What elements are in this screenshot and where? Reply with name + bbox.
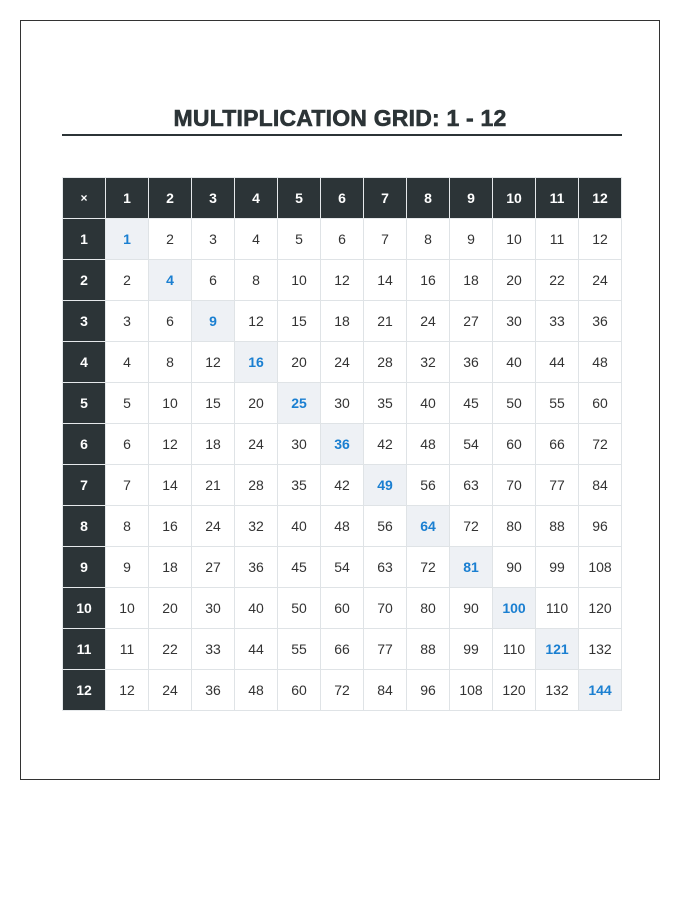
square-cell: 9 [192, 301, 235, 342]
product-cell: 72 [450, 506, 493, 547]
product-cell: 33 [536, 301, 579, 342]
product-cell: 48 [579, 342, 622, 383]
product-cell: 22 [536, 260, 579, 301]
product-cell: 20 [149, 588, 192, 629]
product-cell: 28 [235, 465, 278, 506]
table-row [63, 260, 622, 301]
product-cell: 12 [579, 219, 622, 260]
product-cell: 54 [450, 424, 493, 465]
table-row [63, 424, 622, 465]
product-cell: 30 [321, 383, 364, 424]
row-header: 12 [63, 670, 106, 711]
row-header: 4 [63, 342, 106, 383]
product-cell: 18 [321, 301, 364, 342]
product-cell: 7 [106, 465, 149, 506]
product-cell: 50 [493, 383, 536, 424]
square-cell: 144 [579, 670, 622, 711]
product-cell: 66 [536, 424, 579, 465]
product-cell: 5 [278, 219, 321, 260]
product-cell: 120 [493, 670, 536, 711]
product-cell: 45 [278, 547, 321, 588]
column-header: 1 [106, 178, 149, 219]
product-cell: 4 [235, 219, 278, 260]
product-cell: 24 [579, 260, 622, 301]
product-cell: 9 [106, 547, 149, 588]
column-header: 12 [579, 178, 622, 219]
product-cell: 28 [364, 342, 407, 383]
product-cell: 60 [579, 383, 622, 424]
product-cell: 6 [192, 260, 235, 301]
product-cell: 108 [579, 547, 622, 588]
product-cell: 84 [364, 670, 407, 711]
product-cell: 27 [192, 547, 235, 588]
product-cell: 2 [149, 219, 192, 260]
title-divider [62, 134, 622, 136]
product-cell: 6 [321, 219, 364, 260]
product-cell: 12 [192, 342, 235, 383]
square-cell: 49 [364, 465, 407, 506]
row-header: 3 [63, 301, 106, 342]
product-cell: 32 [407, 342, 450, 383]
product-cell: 88 [407, 629, 450, 670]
product-cell: 24 [192, 506, 235, 547]
table-row [63, 588, 622, 629]
column-header: 8 [407, 178, 450, 219]
product-cell: 8 [106, 506, 149, 547]
product-cell: 54 [321, 547, 364, 588]
row-header: 11 [63, 629, 106, 670]
column-header: 6 [321, 178, 364, 219]
product-cell: 96 [407, 670, 450, 711]
product-cell: 45 [450, 383, 493, 424]
product-cell: 18 [149, 547, 192, 588]
square-cell: 121 [536, 629, 579, 670]
product-cell: 72 [407, 547, 450, 588]
page-frame [20, 20, 660, 780]
product-cell: 55 [278, 629, 321, 670]
product-cell: 84 [579, 465, 622, 506]
column-header: 5 [278, 178, 321, 219]
product-cell: 15 [278, 301, 321, 342]
product-cell: 56 [407, 465, 450, 506]
column-header: 4 [235, 178, 278, 219]
table-row [63, 219, 622, 260]
product-cell: 99 [450, 629, 493, 670]
product-cell: 30 [278, 424, 321, 465]
product-cell: 77 [536, 465, 579, 506]
product-cell: 36 [579, 301, 622, 342]
row-header: 7 [63, 465, 106, 506]
product-cell: 12 [321, 260, 364, 301]
product-cell: 44 [536, 342, 579, 383]
product-cell: 9 [450, 219, 493, 260]
page-title: MULTIPLICATION GRID: 1 - 12 [173, 105, 507, 131]
square-cell: 36 [321, 424, 364, 465]
product-cell: 18 [192, 424, 235, 465]
table-row [63, 383, 622, 424]
product-cell: 44 [235, 629, 278, 670]
product-cell: 56 [364, 506, 407, 547]
column-header: 3 [192, 178, 235, 219]
product-cell: 24 [149, 670, 192, 711]
table-row [63, 465, 622, 506]
product-cell: 40 [278, 506, 321, 547]
product-cell: 12 [106, 670, 149, 711]
table-row [63, 547, 622, 588]
product-cell: 7 [364, 219, 407, 260]
product-cell: 63 [364, 547, 407, 588]
product-cell: 60 [321, 588, 364, 629]
product-cell: 36 [235, 547, 278, 588]
product-cell: 12 [149, 424, 192, 465]
product-cell: 35 [364, 383, 407, 424]
product-cell: 16 [149, 506, 192, 547]
product-cell: 99 [536, 547, 579, 588]
product-cell: 8 [235, 260, 278, 301]
product-cell: 15 [192, 383, 235, 424]
product-cell: 96 [579, 506, 622, 547]
product-cell: 42 [321, 465, 364, 506]
product-cell: 27 [450, 301, 493, 342]
square-cell: 25 [278, 383, 321, 424]
product-cell: 132 [536, 670, 579, 711]
square-cell: 81 [450, 547, 493, 588]
product-cell: 10 [278, 260, 321, 301]
product-cell: 48 [321, 506, 364, 547]
multiplication-table [62, 177, 622, 711]
product-cell: 3 [106, 301, 149, 342]
product-cell: 48 [235, 670, 278, 711]
table-row [63, 506, 622, 547]
table-row [63, 670, 622, 711]
column-header: 10 [493, 178, 536, 219]
header-row [63, 178, 622, 219]
product-cell: 50 [278, 588, 321, 629]
product-cell: 90 [493, 547, 536, 588]
product-cell: 20 [278, 342, 321, 383]
product-cell: 70 [364, 588, 407, 629]
product-cell: 30 [493, 301, 536, 342]
product-cell: 36 [192, 670, 235, 711]
product-cell: 24 [321, 342, 364, 383]
table-row [63, 301, 622, 342]
table-row [63, 342, 622, 383]
product-cell: 70 [493, 465, 536, 506]
row-header: 2 [63, 260, 106, 301]
square-cell: 64 [407, 506, 450, 547]
product-cell: 80 [407, 588, 450, 629]
product-cell: 21 [192, 465, 235, 506]
product-cell: 30 [192, 588, 235, 629]
product-cell: 11 [536, 219, 579, 260]
product-cell: 24 [407, 301, 450, 342]
product-cell: 55 [536, 383, 579, 424]
product-cell: 132 [579, 629, 622, 670]
product-cell: 40 [493, 342, 536, 383]
product-cell: 4 [106, 342, 149, 383]
product-cell: 110 [536, 588, 579, 629]
product-cell: 35 [278, 465, 321, 506]
product-cell: 63 [450, 465, 493, 506]
table-row [63, 629, 622, 670]
product-cell: 110 [493, 629, 536, 670]
square-cell: 1 [106, 219, 149, 260]
product-cell: 36 [450, 342, 493, 383]
column-header: 2 [149, 178, 192, 219]
product-cell: 72 [579, 424, 622, 465]
product-cell: 90 [450, 588, 493, 629]
product-cell: 66 [321, 629, 364, 670]
product-cell: 77 [364, 629, 407, 670]
row-header: 5 [63, 383, 106, 424]
product-cell: 10 [106, 588, 149, 629]
product-cell: 16 [407, 260, 450, 301]
product-cell: 22 [149, 629, 192, 670]
product-cell: 6 [149, 301, 192, 342]
product-cell: 40 [407, 383, 450, 424]
product-cell: 12 [235, 301, 278, 342]
column-header: 11 [536, 178, 579, 219]
row-header: 9 [63, 547, 106, 588]
product-cell: 5 [106, 383, 149, 424]
square-cell: 16 [235, 342, 278, 383]
product-cell: 10 [149, 383, 192, 424]
corner-cell: × [63, 178, 106, 219]
product-cell: 20 [493, 260, 536, 301]
column-header: 9 [450, 178, 493, 219]
product-cell: 33 [192, 629, 235, 670]
product-cell: 20 [235, 383, 278, 424]
product-cell: 2 [106, 260, 149, 301]
product-cell: 6 [106, 424, 149, 465]
product-cell: 11 [106, 629, 149, 670]
row-header: 8 [63, 506, 106, 547]
product-cell: 8 [149, 342, 192, 383]
row-header: 6 [63, 424, 106, 465]
product-cell: 40 [235, 588, 278, 629]
square-cell: 100 [493, 588, 536, 629]
product-cell: 60 [493, 424, 536, 465]
row-header: 1 [63, 219, 106, 260]
product-cell: 88 [536, 506, 579, 547]
product-cell: 24 [235, 424, 278, 465]
product-cell: 80 [493, 506, 536, 547]
product-cell: 48 [407, 424, 450, 465]
product-cell: 42 [364, 424, 407, 465]
product-cell: 10 [493, 219, 536, 260]
product-cell: 8 [407, 219, 450, 260]
product-cell: 120 [579, 588, 622, 629]
product-cell: 3 [192, 219, 235, 260]
product-cell: 72 [321, 670, 364, 711]
product-cell: 14 [364, 260, 407, 301]
product-cell: 32 [235, 506, 278, 547]
product-cell: 108 [450, 670, 493, 711]
product-cell: 60 [278, 670, 321, 711]
product-cell: 14 [149, 465, 192, 506]
square-cell: 4 [149, 260, 192, 301]
row-header: 10 [63, 588, 106, 629]
product-cell: 18 [450, 260, 493, 301]
column-header: 7 [364, 178, 407, 219]
product-cell: 21 [364, 301, 407, 342]
